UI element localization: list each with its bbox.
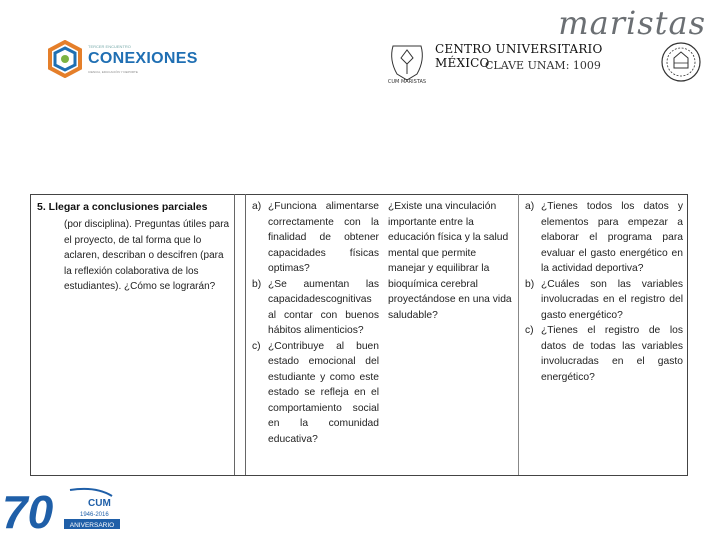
seal-left-text: CUM MARISTAS [387, 79, 427, 84]
list-item: a) ¿Funciona alimentarse correctamente con la finalidad de obtener capacidades físicas optimas? [252, 201, 379, 274]
maristas-seal-icon [387, 40, 427, 84]
stage-description: (por disciplina). Preguntas útiles para el proyecto, de tal forma que lo aclaren, describan o descifren (para la reflexión colaborativa de los estudiantes). ¿Cómo se lograrán? [64, 219, 230, 292]
table-column-energy [518, 194, 686, 475]
list-item: b) ¿Se aumentan las capacidadescognitivas al contar con buenos hábitos alimenticios? [252, 278, 379, 336]
anniversary-mark: CUM [88, 498, 111, 509]
anniversary-years: 1946-2016 [80, 512, 109, 518]
table-column-health [384, 194, 518, 475]
anniversary-label: ANIVERSARIO [69, 522, 115, 529]
conexiones-logo [46, 40, 196, 80]
list-item: a) ¿Tienes todos los datos y elementos para empezar a elaborar el programa para evaluar el gasto energético en la actividad deportiva? [525, 201, 683, 274]
table-column-nutrition [245, 194, 383, 475]
maristas-brand: maristas [558, 4, 706, 42]
conexiones-wordmark: CONEXIONES [88, 50, 198, 67]
stage-heading: 5. Llegar a conclusiones parciales [37, 201, 208, 213]
anniversary-logo [0, 484, 124, 540]
conexiones-mark-icon [46, 40, 84, 78]
anniversary-number: 70 [2, 486, 54, 538]
health-question: ¿Existe una vinculación importante entre la educación física y la salud mental que permite manejar y equilibrar la bioquímica cerebral proyectándose en una vida saludable? [388, 201, 512, 321]
list-item: b) ¿Cuáles son las variables involucradas en el registro del gasto energético? [525, 278, 683, 321]
table-column-stage [30, 194, 235, 475]
unam-seal-icon [660, 40, 702, 84]
list-item: c) ¿Contribuye al buen estado emocional del estudiante y como este estado se refleja en el comportamiento social en la comunidad educativa? [252, 340, 379, 445]
anniversary-swoosh [70, 489, 112, 496]
institution-clave: CLAVE UNAM: 1009 [485, 59, 601, 72]
list-item: c) ¿Tienes el registro de los datos de todas las variables involucradas en el gasto energético? [525, 325, 683, 383]
institution-title: CENTRO UNIVERSITARIO MÉXICO [435, 42, 603, 70]
conexiones-small-text: TERCER ENCUENTRO [88, 44, 131, 49]
conexiones-tagline: CIENCIA, EDUCACIÓN Y DEPORTE [88, 70, 138, 74]
